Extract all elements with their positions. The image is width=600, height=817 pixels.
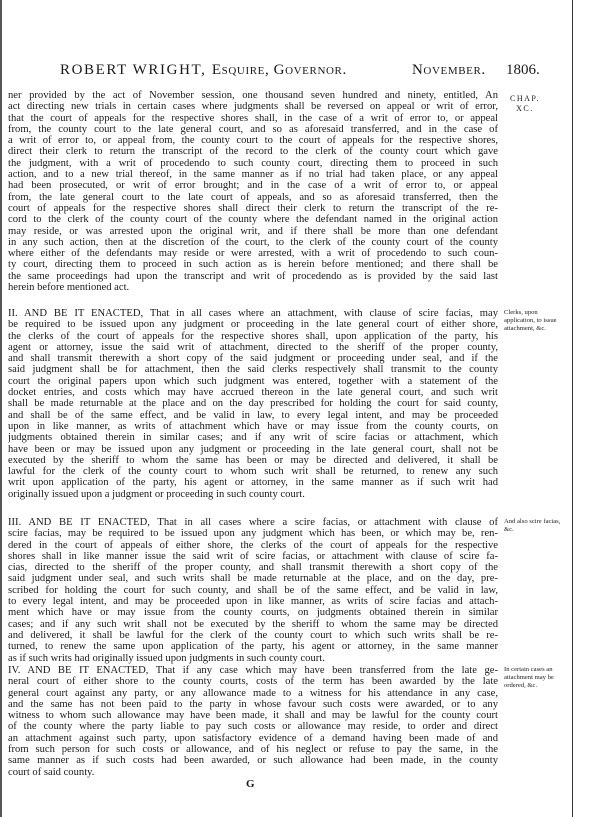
text-line: same manner as if such costs had been awarded, or such allowance had been made, in the county [8, 755, 498, 767]
text-line: court of said county. [8, 766, 95, 778]
text-line: the same proceedings had upon the transcript and writ of procedendo as is provided by the said last [8, 270, 498, 282]
text-line: an attachment against such party, upon satisfactory evidence of a demand having been made of and [8, 732, 498, 744]
text-line: lawful for the clerk of the county court to whom such writ shall be returned, to renew any such [8, 466, 498, 478]
text-line: dered in the court of appeals of either shore, the clerks of the court of appeals for the respective [8, 539, 498, 551]
text-line: from, the late general court to the late court of appeals, and so as aforesaid transferred, then the [8, 191, 498, 203]
text-line: and delivered, it shall be lawful for the clerk of the county court to which such writs shall be re- [8, 629, 498, 641]
text-line: judgments obtained therein in similar cases; and if any writ of scire facias or attachment, which [8, 432, 498, 444]
header-month: November. [412, 62, 486, 78]
text-line: agent or attorney, issue the said writ of attachment, directed to the sheriff of the proper county, [8, 341, 498, 353]
text-line: scire facias, may be required to be issued upon any judgment which has been, or which may be, ren- [8, 528, 498, 540]
text-line: action, and to a new trial thereof, in the same manner as if no trial had taken place, or any appeal [8, 169, 498, 181]
text-line: and shall be of the same effect, and be valid in law, to every legal intent, and may be proceeded [8, 409, 498, 421]
paragraph-section-3 [8, 517, 498, 664]
chapter-heading: CHAP. [510, 94, 540, 103]
text-line: court of appeals for the respective shores shall direct their clerk to return the transcript of the re- [8, 202, 498, 214]
text-line: the judgment, with a writ of procedendo to such county court, directing them to proceed in such [8, 157, 498, 169]
text-line: and shall transmit therewith a short copy of the said judgment or proceeding under seal, and if the [8, 353, 498, 365]
text-line: shall be made returnable at the place and on the day prescribed for holding the court for said county, [8, 398, 498, 410]
text-line: have been or may be issued upon any judgment or proceeding in the late general court, shall not be [8, 443, 498, 455]
header-year: 1806. [506, 62, 540, 78]
text-line: said judgment under seal, and such writs shall be made returnable at the place, and on the day, pre- [8, 573, 498, 585]
header-title [60, 62, 347, 79]
text-line: act directing new trials in certain cases where judgments shall be reversed on appeal or writ of error, [8, 101, 498, 113]
text-line: that the court of appeals for the respective shores shall, in the case of a writ of error to, or appeal [8, 112, 498, 124]
text-line: upon in like manner, as writs of attachment which have or may issue from the county courts, on [8, 420, 498, 432]
page-edge-left [0, 0, 2, 817]
paragraph-section-2 [8, 308, 498, 500]
text-line: general court against any party, or any allowance made to a witness for his attendance in any case, [8, 687, 498, 699]
text-line: turned, to renew the same upon application of the party, his agent or attorney, in the same manner [8, 641, 498, 653]
text-line: shores shall in like manner issue the said writ of scire facias, or attachment with clause of scire fa- [8, 550, 498, 562]
text-line: cases; and if any such writ shall not be executed by the sheriff to whom the same may be directed [8, 618, 498, 630]
text-line: IV. AND BE IT ENACTED, That if any case which may have been transferred from the late ge- [8, 665, 498, 676]
margin-note-clerks-attachment: Clerks, upon application, to issue attachment, &c. [504, 309, 557, 332]
chapter-label [510, 94, 540, 114]
text-line: the clerks of the court of appeals for the respective shores shall, upon application of the party, his [8, 330, 498, 342]
text-line: III. AND BE IT ENACTED, That in all cases where a scire facias, or attachment with clause of [8, 517, 498, 528]
text-line: ty court, directing them to proceed in such action as is herein before mentioned; and there shall be [8, 259, 498, 271]
text-line: where either of the defendants may reside or were arrested, with a writ of procedendo to such coun- [8, 248, 498, 260]
text-line: be required to be issued upon any judgment or proceeding in the late general court of either shore, [8, 319, 498, 331]
text-line: as if such writs had originally issued upon judgments in such county court. [8, 652, 325, 664]
running-header [0, 62, 572, 82]
text-line: of the county where the party liable to pay such costs or allowance may reside, to order and direct [8, 721, 498, 733]
text-line: from such person for such costs or allowance, and of his neglect or refuse to pay the same, in the [8, 744, 498, 756]
text-line: ner provided by the act of November session, one thousand seven hundred and ninety, entitled, An [8, 90, 498, 101]
text-line: a writ of error to, or appeal from, the county court to the court of appeals for the respective shores, [8, 135, 498, 147]
text-line: docket entries, and costs which may have accrued thereon in the late general court, and such writ [8, 387, 498, 399]
signature-mark: G [246, 778, 255, 790]
text-line: direct their clerk to return the transcript of the record to the clerk of the county court which gave [8, 146, 498, 158]
text-line: originally issued upon a judgment or proceeding in such county court. [8, 488, 305, 500]
text-line: from, the county court to the late general court, and so as aforesaid transferred, and in the case of [8, 123, 498, 135]
text-line: scribed for holding the court for such county, and shall be of the same effect, and be valid in law, [8, 584, 498, 596]
text-line: witness to whom such allowance may have been made, it shall and may be lawful for the county court [8, 710, 498, 722]
chapter-number: XC. [516, 104, 534, 113]
text-line: cias, directed to the sheriff of the proper county, and shall transmit therewith a short copy of the [8, 562, 498, 574]
text-line: II. AND BE IT ENACTED, That in all cases where an attachment, with clause of scire facias, may [8, 308, 498, 319]
margin-note-scire-facias: And also scire facias, &c. [504, 518, 561, 533]
text-line: had been prosecuted, or writ of error brought; and in the case of a writ of error to, or appeal [8, 180, 498, 192]
text-line: cord to the clerk of the county court of the county where the defendant named in the original action [8, 214, 498, 226]
text-line: herein before mentioned act. [8, 282, 130, 294]
margin-note-attachment-ordered: In certain cases an attachment may be ordered, &c. [504, 666, 554, 689]
page-edge-right [572, 0, 573, 817]
text-line: to every legal intent, and may be proceeded upon in like manner, as writs of scire facias and attach- [8, 596, 498, 608]
text-line: writ upon application of the party, his agent or attorney, in the same manner as if such writ had [8, 477, 498, 489]
header-governor-name: ROBERT WRIGHT, [60, 62, 207, 78]
text-line: executed by the sheriff to whom the same has been or may be directed and delivered, it shall be [8, 454, 498, 466]
header-governor-title: Esquire, Governor. [211, 62, 347, 78]
text-line: ment which have or may issue from the county courts, on judgments obtained therein in similar [8, 607, 498, 619]
text-line: in any such action, then at the discretion of the court, to the clerk of the county court of the county [8, 236, 498, 248]
paragraph-1 [8, 90, 498, 293]
text-line: and the same has not been paid to the party in whose favour such costs were awarded, or to any [8, 698, 498, 710]
text-line: neral court of either shore to the county courts, costs of the term has been awarded by the late [8, 676, 498, 688]
text-line: may reside, or was arrested upon the original writ, and if there shall be more than one defendant [8, 225, 498, 237]
paragraph-section-4 [8, 665, 498, 778]
text-line: court the original papers upon which such judgment was entered, together with a statement of the [8, 375, 498, 387]
text-line: said judgment shall be for attachment, then the said clerks respectively shall transmit to the county [8, 364, 498, 376]
